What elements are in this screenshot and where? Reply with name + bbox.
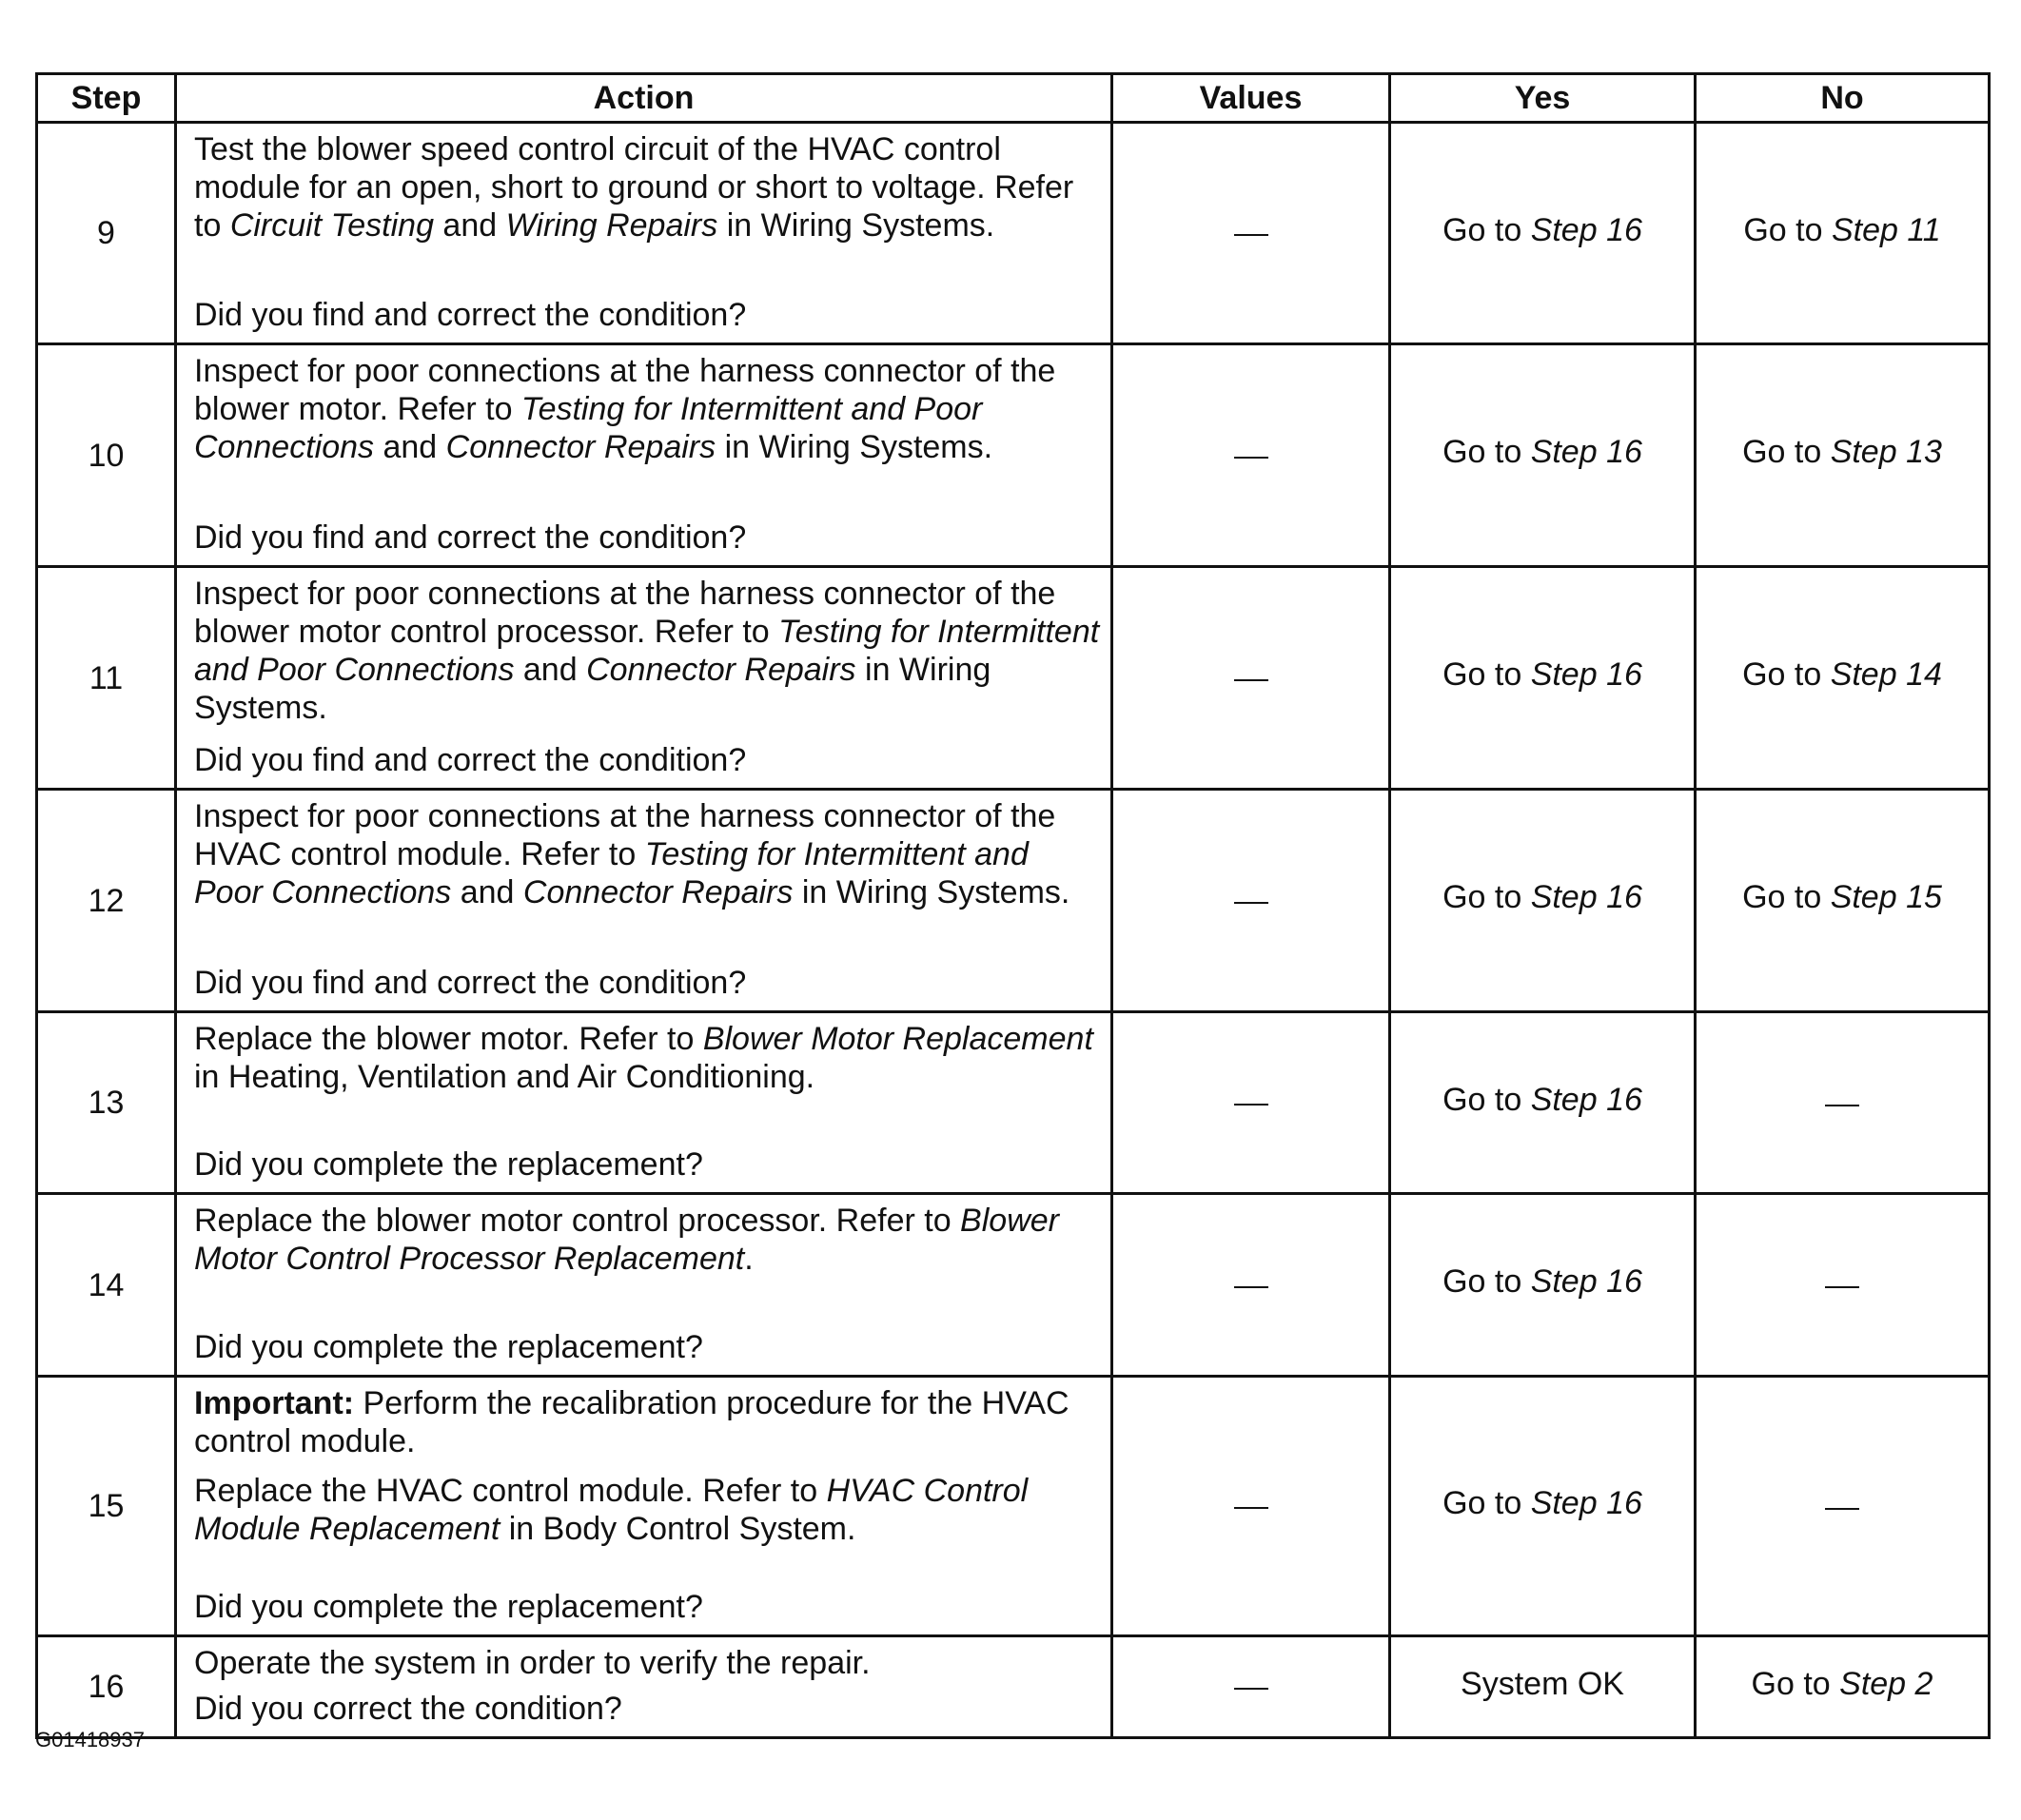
- table-header-row: [37, 74, 1990, 123]
- action-instructions: [194, 569, 1103, 727]
- action-content: [194, 1014, 1103, 1191]
- text-run: Go to: [1742, 656, 1831, 693]
- action-content: [194, 346, 1103, 564]
- reference-link-text: Blower Motor Replacement: [702, 1021, 1093, 1057]
- action-instructions: [194, 1014, 1103, 1096]
- action-paragraph: [194, 352, 1103, 466]
- reference-link-text: Step 13: [1830, 434, 1942, 470]
- action-instructions: [194, 792, 1103, 911]
- action-content: [194, 1379, 1103, 1634]
- text-run: Go to: [1442, 1081, 1531, 1118]
- text-run: in Body Control System.: [500, 1511, 856, 1547]
- action-paragraph: [194, 575, 1103, 727]
- action-paragraph: [194, 1020, 1103, 1096]
- action-cell: [176, 123, 1112, 344]
- step-number: 12: [37, 790, 176, 1012]
- table-row: [37, 1012, 1990, 1194]
- action-content: [194, 569, 1103, 787]
- header-step: Step: [37, 74, 176, 123]
- header-values: Values: [1112, 74, 1390, 123]
- reference-link-text: Step 16: [1530, 1081, 1642, 1118]
- not-applicable-dash: [1234, 679, 1268, 681]
- reference-link-text: Connector Repairs: [586, 652, 856, 688]
- text-run: Inspect for poor connections at the harness connector of the blower motor control processor. Refer to: [194, 576, 1056, 650]
- text-run: Inspect for poor connections at the harness connector of the blower motor. Refer to: [194, 353, 1056, 427]
- table-row: [37, 344, 1990, 567]
- reference-link-text: Testing for Intermittent and Poor Connections: [194, 614, 1100, 688]
- action-cell: [176, 567, 1112, 790]
- text-run: in Heating, Ventilation and Air Conditioning.: [194, 1059, 815, 1095]
- no-result: [1696, 1636, 1990, 1738]
- text-run: and: [433, 207, 506, 244]
- yes-result: [1390, 790, 1696, 1012]
- reference-link-text: Step 16: [1530, 656, 1642, 693]
- reference-link-text: Step 16: [1530, 1484, 1642, 1521]
- text-run: Go to: [1442, 1484, 1531, 1521]
- text-run: .: [744, 1241, 754, 1277]
- text-run: and: [514, 652, 587, 688]
- no-result: [1696, 123, 1990, 344]
- text-run: Go to: [1742, 879, 1831, 915]
- reference-link-text: Step 16: [1530, 434, 1642, 470]
- text-run: System OK: [1461, 1665, 1624, 1702]
- not-applicable-dash: [1234, 1286, 1268, 1288]
- reference-link-text: HVAC Control Module Replacement: [194, 1473, 1029, 1547]
- figure-id: G01418937: [35, 1728, 145, 1752]
- reference-link-text: Connector Repairs: [445, 429, 716, 465]
- yes-result: [1390, 567, 1696, 790]
- action-question: Did you find and correct the condition?: [194, 742, 747, 778]
- action-instructions: [194, 1379, 1103, 1548]
- no-result: [1696, 1194, 1990, 1377]
- header-no: No: [1696, 74, 1990, 123]
- text-run: and: [374, 429, 446, 465]
- text-run: Inspect for poor connections at the harness connector of the HVAC control module. Refer to: [194, 798, 1056, 872]
- bold-run: Important:: [194, 1385, 355, 1421]
- action-content: [194, 792, 1103, 1009]
- yes-result: [1390, 1377, 1696, 1636]
- text-run: Go to: [1743, 211, 1832, 248]
- action-instructions: [194, 1638, 1103, 1682]
- action-paragraph: [194, 1472, 1103, 1548]
- step-number: 9: [37, 123, 176, 344]
- no-result: [1696, 1377, 1990, 1636]
- reference-link-text: Testing for Intermittent and Poor Connections: [194, 836, 1029, 910]
- header-yes: Yes: [1390, 74, 1696, 123]
- reference-link-text: Step 16: [1530, 1263, 1642, 1300]
- reference-link-text: Wiring Repairs: [505, 207, 718, 244]
- yes-result: [1390, 123, 1696, 344]
- action-content: [194, 125, 1103, 342]
- action-cell: [176, 790, 1112, 1012]
- text-run: Go to: [1442, 211, 1531, 248]
- step-number: 10: [37, 344, 176, 567]
- not-applicable-dash: [1234, 1507, 1268, 1509]
- no-result: [1696, 344, 1990, 567]
- text-run: and: [451, 874, 523, 910]
- text-run: Replace the HVAC control module. Refer to: [194, 1473, 827, 1509]
- not-applicable-dash: [1825, 1508, 1859, 1510]
- action-paragraph: [194, 1202, 1103, 1278]
- reference-link-text: Step 16: [1530, 879, 1642, 915]
- no-result: [1696, 567, 1990, 790]
- text-run: Replace the blower motor control processor. Refer to: [194, 1203, 961, 1239]
- text-run: Test the blower speed control circuit of the HVAC control module for an open, short to ground or short to voltage. Refer to: [194, 131, 1074, 244]
- text-run: Go to: [1442, 434, 1531, 470]
- text-run: in Wiring Systems.: [716, 429, 993, 465]
- values-cell: [1112, 567, 1390, 790]
- step-number: 15: [37, 1377, 176, 1636]
- action-question: Did you correct the condition?: [194, 1691, 622, 1727]
- values-cell: [1112, 790, 1390, 1012]
- action-content: [194, 1638, 1103, 1735]
- action-paragraph: [194, 1384, 1103, 1460]
- text-run: in Wiring Systems.: [793, 874, 1070, 910]
- reference-link-text: Step 14: [1830, 656, 1942, 693]
- action-instructions: [194, 346, 1103, 466]
- values-cell: [1112, 123, 1390, 344]
- table-row: [37, 1194, 1990, 1377]
- action-question: Did you complete the replacement?: [194, 1329, 703, 1365]
- step-number: 13: [37, 1012, 176, 1194]
- text-run: Perform the recalibration procedure for the HVAC control module.: [194, 1385, 1069, 1459]
- action-cell: [176, 344, 1112, 567]
- not-applicable-dash: [1234, 1104, 1268, 1106]
- action-cell: [176, 1194, 1112, 1377]
- text-run: Go to: [1751, 1665, 1840, 1702]
- text-run: Go to: [1442, 879, 1531, 915]
- step-number: 11: [37, 567, 176, 790]
- action-question: Did you complete the replacement?: [194, 1589, 703, 1625]
- diagnostic-table: [35, 72, 1991, 1739]
- values-cell: [1112, 1194, 1390, 1377]
- reference-link-text: Connector Repairs: [522, 874, 794, 910]
- action-cell: [176, 1377, 1112, 1636]
- action-paragraph: [194, 1644, 1103, 1682]
- reference-link-text: Circuit Testing: [229, 207, 434, 244]
- not-applicable-dash: [1234, 457, 1268, 459]
- not-applicable-dash: [1825, 1105, 1859, 1106]
- text-run: Go to: [1742, 434, 1831, 470]
- table-row: [37, 790, 1990, 1012]
- action-paragraph: [194, 130, 1103, 245]
- not-applicable-dash: [1234, 902, 1268, 904]
- text-run: Replace the blower motor. Refer to: [194, 1021, 703, 1057]
- not-applicable-dash: [1825, 1286, 1859, 1288]
- text-run: in Wiring Systems.: [717, 207, 995, 244]
- action-cell: [176, 1012, 1112, 1194]
- text-run: Operate the system in order to verify the repair.: [194, 1645, 871, 1681]
- values-cell: [1112, 344, 1390, 567]
- action-paragraph: [194, 797, 1103, 911]
- table-row: [37, 123, 1990, 344]
- step-number: 14: [37, 1194, 176, 1377]
- reference-link-text: Step 15: [1830, 879, 1942, 915]
- table-row: [37, 1636, 1990, 1738]
- not-applicable-dash: [1234, 234, 1268, 236]
- not-applicable-dash: [1234, 1688, 1268, 1690]
- action-cell: [176, 1636, 1112, 1738]
- reference-link-text: Step 11: [1831, 211, 1941, 248]
- values-cell: [1112, 1012, 1390, 1194]
- action-instructions: [194, 1196, 1103, 1278]
- table-row: [37, 567, 1990, 790]
- no-result: [1696, 1012, 1990, 1194]
- reference-link-text: Testing for Intermittent and Poor Connections: [194, 391, 983, 465]
- table-row: [37, 1377, 1990, 1636]
- action-content: [194, 1196, 1103, 1374]
- step-number: 16: [37, 1636, 176, 1738]
- reference-link-text: Blower Motor Control Processor Replacement: [194, 1203, 1059, 1277]
- header-action: Action: [176, 74, 1112, 123]
- yes-result: [1390, 1636, 1696, 1738]
- table-body: [37, 123, 1990, 1738]
- action-question: Did you find and correct the condition?: [194, 965, 747, 1001]
- text-run: in Wiring Systems.: [194, 652, 991, 726]
- yes-result: [1390, 344, 1696, 567]
- values-cell: [1112, 1377, 1390, 1636]
- values-cell: [1112, 1636, 1390, 1738]
- action-question: Did you complete the replacement?: [194, 1146, 703, 1183]
- action-question: Did you find and correct the condition?: [194, 297, 747, 333]
- text-run: Go to: [1442, 1263, 1531, 1300]
- reference-link-text: Step 16: [1530, 211, 1642, 248]
- action-question: Did you find and correct the condition?: [194, 519, 747, 556]
- no-result: [1696, 790, 1990, 1012]
- text-run: Go to: [1442, 656, 1531, 693]
- yes-result: [1390, 1012, 1696, 1194]
- reference-link-text: Step 2: [1839, 1665, 1933, 1702]
- action-instructions: [194, 125, 1103, 245]
- yes-result: [1390, 1194, 1696, 1377]
